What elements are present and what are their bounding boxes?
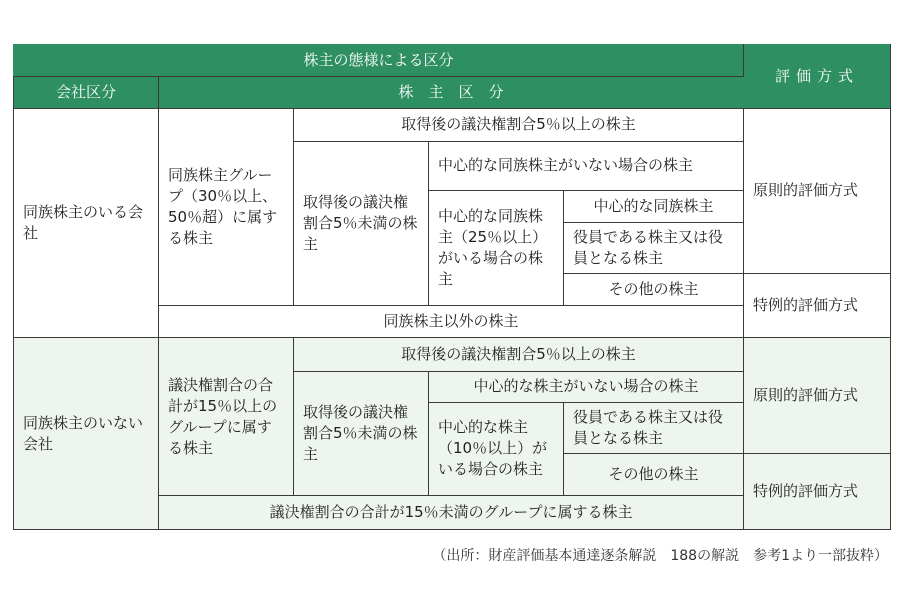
under5-shareholder-2: 取得後の議決権割合5％未満の株主 xyxy=(294,371,429,495)
special-method-1: 特例的評価方式 xyxy=(744,273,891,338)
special-method-2: 特例的評価方式 xyxy=(744,454,891,530)
other-shareholder-2: その他の株主 xyxy=(564,454,744,495)
has-central-family-shareholder: 中心的な同族株主（25％以上）がいる場合の株主 xyxy=(429,191,564,306)
over5-shareholder-2: 取得後の議決権割合5％以上の株主 xyxy=(294,338,744,371)
no-central-family-shareholder: 中心的な同族株主がいない場合の株主 xyxy=(429,141,744,190)
source-note: （出所：財産評価基本通達逐条解説 188の解説 参考1より一部抜粋） xyxy=(432,548,888,564)
company-without-family: 同族株主のいない会社 xyxy=(14,338,159,530)
family-group-shareholder: 同族株主グループ（30％以上、50％超）に属する株主 xyxy=(159,108,294,306)
other-shareholder-1: その他の株主 xyxy=(564,273,744,305)
header-shareholder-class: 株 主 区 分 xyxy=(159,77,744,108)
non-family-shareholder: 同族株主以外の株主 xyxy=(159,306,744,338)
principle-method-2: 原則的評価方式 xyxy=(744,338,891,454)
group15-shareholder: 議決権割合の合計が15％以上のグループに属する株主 xyxy=(159,338,294,495)
company-with-family: 同族株主のいる会社 xyxy=(14,108,159,338)
central-family-shareholder: 中心的な同族株主 xyxy=(564,191,744,223)
header-valuation-method: 評価方式 xyxy=(744,45,891,109)
officer-shareholder-2: 役員である株主又は役員となる株主 xyxy=(564,402,744,453)
under5-shareholder: 取得後の議決権割合5％未満の株主 xyxy=(294,141,429,305)
under15-shareholder: 議決権割合の合計が15％未満のグループに属する株主 xyxy=(159,495,744,529)
has-central-shareholder: 中心的な株主（10％以上）がいる場合の株主 xyxy=(429,402,564,495)
shareholder-classification-table xyxy=(13,44,891,530)
over5-shareholder: 取得後の議決権割合5％以上の株主 xyxy=(294,108,744,141)
header-company-class: 会社区分 xyxy=(14,77,159,108)
header-shareholder-mode: 株主の態様による区分 xyxy=(14,45,744,77)
no-central-shareholder: 中心的な株主がいない場合の株主 xyxy=(429,371,744,402)
principle-method-1: 原則的評価方式 xyxy=(744,108,891,273)
officer-shareholder-1: 役員である株主又は役員となる株主 xyxy=(564,223,744,273)
